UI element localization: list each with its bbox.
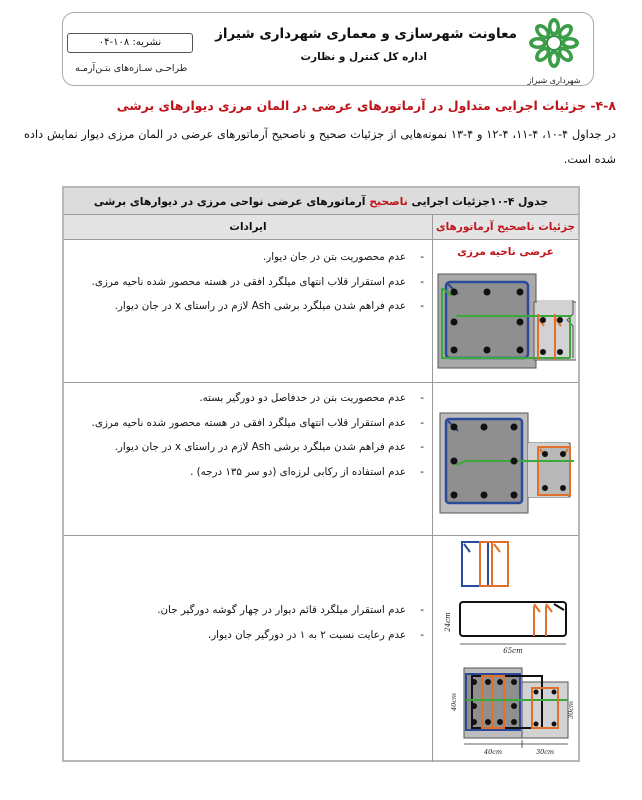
details-table — [62, 186, 580, 762]
detail-figure-1 — [434, 256, 576, 371]
column-header-defects: ایرادات — [64, 215, 432, 240]
dim-label: 40cm — [483, 748, 503, 756]
table-row — [64, 536, 578, 762]
list-item: - عدم فراهم شدن میلگرد برشی Ash لازم در راستای x در جان دیوار. — [114, 300, 424, 312]
dim-label: 40cm — [450, 692, 458, 712]
list-item: - عدم محصوریت بتن در جان دیوار. — [263, 251, 424, 263]
logo-caption: شهرداری شیراز — [527, 76, 581, 85]
list-item: - عدم فراهم شدن میلگرد برشی Ash لازم در راستای x در جان دیوار. — [114, 441, 424, 453]
detail-figure-2 — [436, 405, 574, 520]
table-row — [64, 383, 578, 536]
detail-figure-3 — [436, 540, 576, 760]
table-caption — [64, 188, 578, 215]
list-item: - عدم استقرار قلاب انتهای میلگرد افقی در هسته محصور شده ناحیه مرزی. — [91, 275, 424, 288]
caption-suffix: آرماتورهای عرضی نواحی مرزی در دیوارهای برشی — [93, 195, 370, 208]
list-item: - عدم محصوریت بتن در حدفاصل دو دورگیر بسته. — [199, 392, 424, 404]
list-item: - عدم رعایت نسبت ۲ به ۱ در دورگیر جان دیوار. — [207, 628, 424, 641]
publication-label: نشریه: — [132, 37, 162, 48]
list-item: - عدم استفاده از رکابی لرزه‌ای (دو سر ۱۳۵ درجه) . — [190, 465, 424, 478]
table-row — [64, 240, 578, 383]
section-title: ۴-۸- جزئیات اجرایی متداول در آرماتورهای عرضی در المان مرزی دیوارهای برشی — [116, 98, 616, 113]
caption-prefix: جدول ۴-۱۰جزئیات اجرایی — [407, 195, 549, 208]
header-subtitle: اداره کل کنترل و نظارت — [300, 51, 427, 63]
dim-label: 30cm — [567, 700, 575, 720]
list-item: - عدم استقرار میلگرد قائم دیوار در چهار گوشه دورگیر جان. — [157, 604, 424, 616]
section-paragraph: در جداول ۴-۱۰، ۴-۱۱، ۴-۱۲ و ۴-۱۳ نمونه‌هایی از جزئیات صحیح و ناصحیح آرماتورهای عرضی در المان مرزی دیوار نمایش داده شده است. — [24, 128, 616, 166]
flower-logo-icon — [523, 17, 585, 73]
defects-list — [72, 386, 424, 484]
dim-label: 65cm — [503, 647, 523, 655]
caption-highlight: ناصحیح — [369, 195, 408, 208]
header-title: معاونت شهرسازی و معماری شهرداری شیراز — [215, 26, 517, 42]
publication-number: ۰۴-۱۰۸ — [98, 37, 130, 48]
dim-label: 30cm — [535, 748, 555, 756]
column-header-details: جزئیات ناصحیح آرماتورهای عرضی ناحیه مرزی — [432, 215, 578, 240]
page-header — [62, 12, 594, 86]
publication-box — [67, 33, 193, 53]
defects-list — [72, 245, 424, 319]
series-title: طراحـی سـازه‌های بتـن‌آرمـه — [75, 63, 188, 74]
defects-list — [72, 598, 424, 647]
list-item: - عدم استقرار قلاب انتهای میلگرد افقی در هسته محصور شده ناحیه مرزی. — [91, 416, 424, 429]
shiraz-municipality-logo — [523, 17, 585, 83]
dim-label: 24cm — [444, 612, 452, 632]
